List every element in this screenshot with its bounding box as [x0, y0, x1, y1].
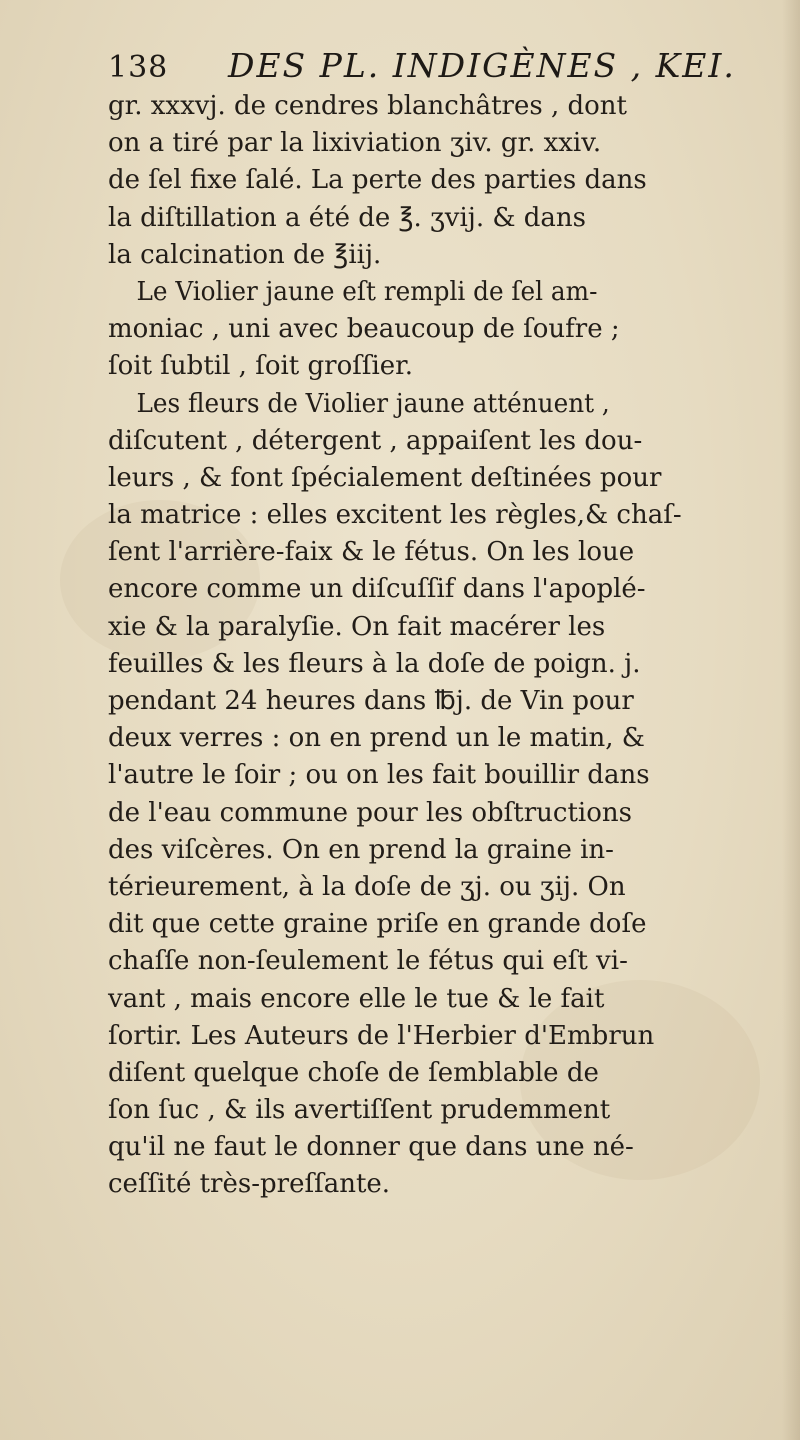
text-line: vant , mais encore elle le tue & le fait — [108, 983, 605, 1014]
text-line: ſortir. Les Auteurs de l'Herbier d'Embrun — [108, 1020, 655, 1051]
page-edge-shadow — [782, 0, 800, 1440]
text-line: des viſcères. On en prend la graine in- — [108, 834, 614, 865]
text-line: leurs , & font ſpécialement deſtinées pour — [108, 462, 662, 493]
text-line: Le Violier jaune eſt rempli de ſel am- — [136, 276, 598, 307]
text-line: chaſſe non-ſeulement le fétus qui eſt vi- — [108, 946, 628, 977]
text-line: diſent quelque choſe de ſemblable de — [108, 1057, 599, 1088]
text-line: on a tiré par la lixiviation ʒiv. gr. xxiv. — [108, 128, 602, 159]
text-line: ſoit ſubtil , ſoit groſſier. — [108, 351, 414, 382]
running-head: DES PL. INDIGÈNES , KEI. — [228, 46, 736, 85]
text-line: térieurement, à la doſe de ʒj. ou ʒij. On — [108, 871, 626, 902]
text-line: deux verres : on en prend un le matin, & — [108, 723, 645, 754]
text-line: dit que cette graine priſe en grande doſe — [108, 909, 647, 940]
text-line: l'autre le ſoir ; ou on les fait bouillir dans — [108, 760, 650, 791]
text-line: de ſel fixe ſalé. La perte des parties dans — [108, 165, 647, 196]
text-line: qu'il ne faut le donner que dans une né- — [108, 1132, 634, 1163]
text-line: gr. xxxvj. de cendres blanchâtres , dont — [108, 91, 627, 121]
text-line: la calcination de ℥iij. — [108, 239, 382, 270]
body-text — [108, 88, 708, 1204]
text-line: de l'eau commune pour les obſtructions — [108, 797, 632, 828]
text-line: moniac , uni avec beaucoup de ſoufre ; — [108, 314, 620, 345]
text-line: ceſſité très-preſſante. — [108, 1169, 391, 1200]
text-line: la matrice : elles excitent les règles,& chaſ- — [108, 500, 682, 531]
page-number: 138 — [108, 50, 169, 85]
text-line: encore comme un diſcuſſif dans l'apoplé- — [108, 574, 646, 605]
text-line: ſon ſuc , & ils avertiſſent prudemment — [108, 1095, 611, 1126]
text-line: xie & la paralyſie. On fait macérer les — [108, 611, 606, 642]
text-line: pendant 24 heures dans ℔j. de Vin pour — [108, 686, 634, 716]
text-line: feuilles & les fleurs à la doſe de poign. j. — [108, 648, 641, 679]
text-line: la diſtillation a été de ℥. ʒvij. & dans — [108, 202, 586, 233]
text-line: ſent l'arrière-faix & le fétus. On les loue — [108, 537, 635, 568]
text-line: Les fleurs de Violier jaune atténuent , — [136, 388, 610, 419]
text-line: diſcutent , détergent , appaiſent les dou- — [108, 425, 643, 456]
